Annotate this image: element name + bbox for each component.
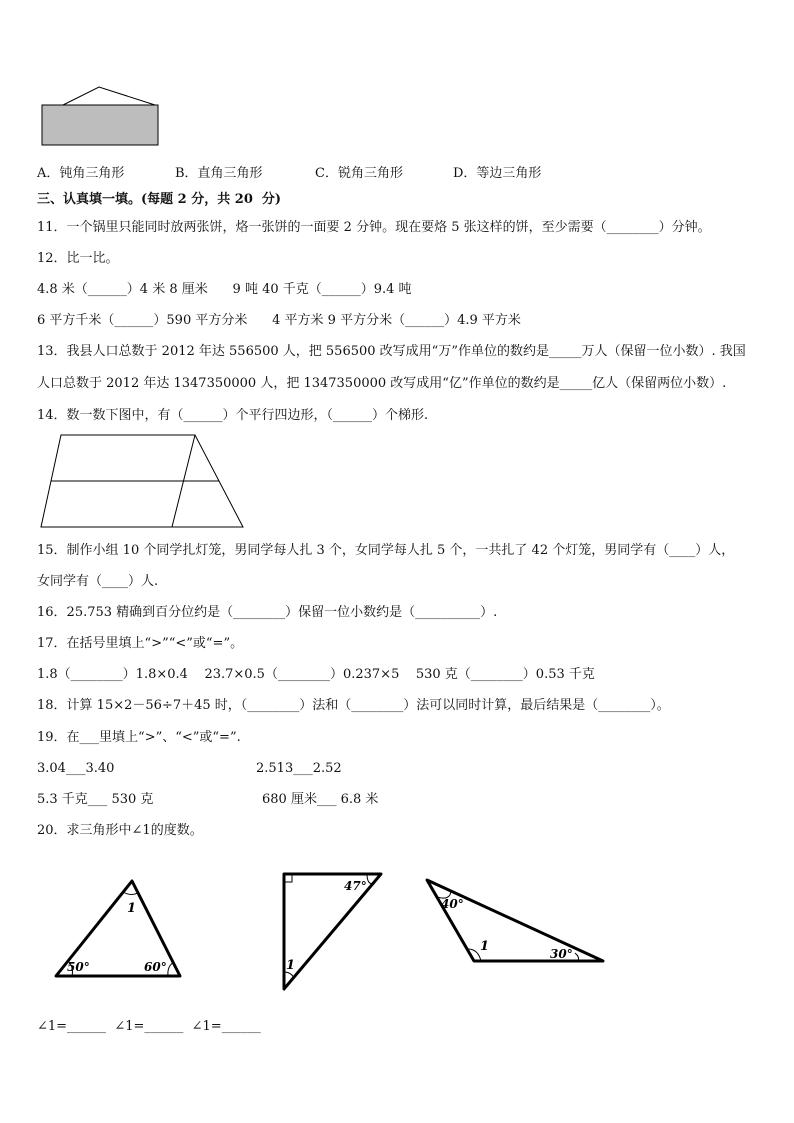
question-13-line1: 13．我县人口总数于 2012 年达 556500 人，把 556500 改写成用“万”作单位的数约是_____万人（保留一位小数）. 我国 xyxy=(37,344,746,359)
question-12-row2: 6 平方千米（______）590 平方分米 4 平方米 9 平方分米（______）4.9 平方米 xyxy=(37,313,521,328)
question-16: 16．25.753 精确到百分位约是（________）保留一位小数约是（__________）. xyxy=(37,605,498,620)
triangle-3 xyxy=(420,873,610,965)
triangle-1-angle-a: 50° xyxy=(67,960,90,974)
trapezoid-figure xyxy=(38,432,248,530)
question-19-d: 680 厘米___ 6.8 米 xyxy=(262,792,379,807)
option-a: A．钝角三角形 xyxy=(37,166,125,181)
question-18: 18．计算 15×2－56÷7＋45 时，（________）法和（________）法可以同时计算，最后结果是（________）。 xyxy=(37,698,670,713)
section-title: 三、认真填一填。(每题 2 分，共 20 分) xyxy=(37,192,282,207)
question-19-title: 19．在___里填上“>”、“<”或“=”. xyxy=(37,730,241,745)
option-d: D．等边三角形 xyxy=(453,166,542,181)
option-c: C．锐角三角形 xyxy=(315,166,403,181)
option-b: B．直角三角形 xyxy=(175,166,263,181)
triangle-2 xyxy=(275,868,387,994)
question-19-b: 2.513___2.52 xyxy=(256,761,342,776)
triangle-2-angle-label: 1 xyxy=(286,958,296,973)
question-20-title: 20．求三角形中∠1的度数。 xyxy=(37,823,203,838)
triangle-1-angle-label: 1 xyxy=(127,901,137,916)
question-12-row1: 4.8 米（______）4 米 8 厘米 9 吨 40 千克（______）9.4 吨 xyxy=(37,282,412,297)
triangle-3-angle-b: 30° xyxy=(550,947,573,961)
question-15-line2: 女同学有（____）人. xyxy=(37,574,159,589)
question-20-answers: ∠1=______ ∠1=______ ∠1=______ xyxy=(37,1019,261,1034)
question-15-line1: 15．制作小组 10 个同学扎灯笼，男同学每人扎 3 个，女同学每人扎 5 个，一共扎了 42 个灯笼，男同学有（____）人， xyxy=(37,543,735,558)
triangle-2-angle-a: 47° xyxy=(344,879,367,893)
question-11: 11．一个锅里只能同时放两张饼，烙一张饼的一面要 2 分钟。现在要烙 5 张这样的饼，至少需要（________）分钟。 xyxy=(37,220,711,235)
triangle-3-angle-label: 1 xyxy=(480,939,490,954)
question-14: 14．数一数下图中，有（______）个平行四边形，（______）个梯形. xyxy=(37,408,429,423)
triangle-3-angle-a: 40° xyxy=(441,897,464,911)
question-17-title: 17．在括号里填上“>”“<”或“=”。 xyxy=(37,636,244,651)
triangle-1-angle-b: 60° xyxy=(144,960,167,974)
question-17-row: 1.8（________）1.8×0.4 23.7×0.5（________）0.237×5 530 克（________）0.53 千克 xyxy=(37,667,595,682)
question-19-a: 3.04___3.40 xyxy=(37,761,115,776)
question-13-line2: 人口总数于 2012 年达 1347350000 人，把 1347350000 改写成用“亿”作单位的数约是_____亿人（保留两位小数）. xyxy=(37,376,727,391)
question-19-c: 5.3 千克___ 530 克 xyxy=(37,792,154,807)
house-figure xyxy=(38,84,164,150)
triangle-1 xyxy=(50,875,190,985)
question-12-title: 12．比一比。 xyxy=(37,251,119,266)
